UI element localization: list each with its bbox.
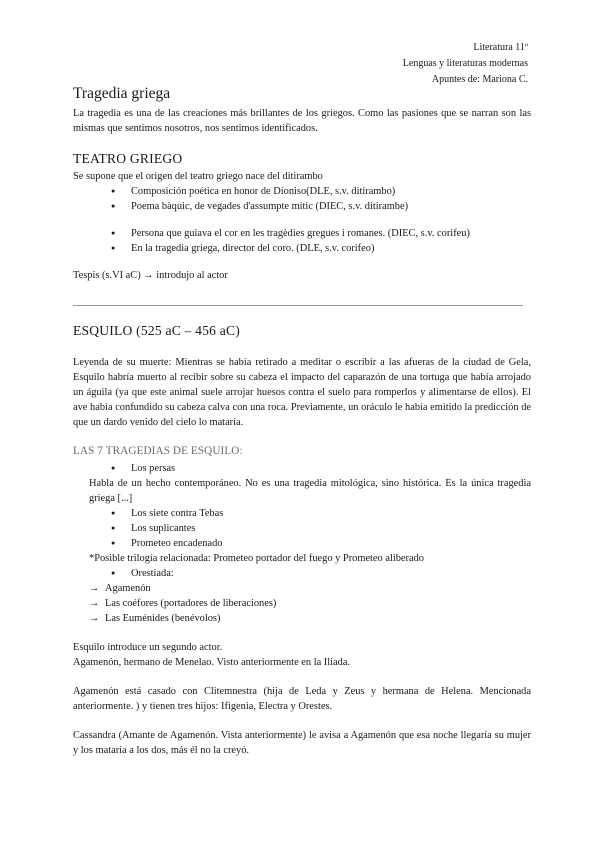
right-arrow-icon: → [143, 270, 154, 281]
orestiada-item: → Agamenón [89, 583, 151, 594]
document-body [73, 84, 531, 758]
intro-paragraph: La tragedia es una de las creaciones más brillantes de los griegos. Como las pasiones que se narran son las mismas que sentimos nosotros, nos sentimos identificados. [73, 108, 531, 134]
tespis-text: introdujo al actor [156, 270, 228, 281]
page-header [403, 40, 528, 88]
tespis-label: Tespis (s.VI aC) [73, 270, 141, 281]
teatro-origin-line: Se supone que el origen del teatro griego nace del ditirambo [73, 171, 323, 182]
heading-tragedias: LAS 7 TRAGEDIAS DE ESQUILO: [73, 445, 243, 457]
list-item: ● En la tragedia griega, director del coro. (DLE, s.v. corifeo) [73, 241, 531, 256]
trilogia-note: *Posible trilogía relacionada: Prometeo portador del fuego y Prometeo aliberado [89, 553, 424, 564]
leyenda-paragraph: Leyenda de su muerte: Mientras se había retirado a meditar o escribir a las afueras de la ciudad de Gela, Esquilo habría muerto al recibir sobre su cabeza el impacto del caparazón de una tortuga que había arrojado un águila (ya que este animal suele arrojar huesos contra el suelo para romperlos y alimentarse de ellos). El ave había confundido su cabeza calva con una roca. Previamente, un oráculo le había emitido la predicción de que un dardo venido del cielo lo mataría. [73, 357, 531, 428]
list-item: ● Poema bàquic, de vegades d'assumpte mític (DIEC, s.v. ditirambe) [73, 199, 531, 214]
right-arrow-icon: → [89, 598, 100, 609]
list-item: ● Los suplicantes [73, 521, 531, 536]
agamenon-line: Agamenón, hermano de Menelao. Visto anteriormente en la Iliada. [73, 657, 351, 668]
tragedias-list-3 [73, 566, 531, 581]
ditirambo-definitions [73, 184, 531, 214]
right-arrow-icon: → [89, 583, 100, 594]
list-item: ● Prometeo encadenado [73, 536, 531, 551]
header-subject: Lenguas y literaturas modernas [402, 58, 528, 69]
cassandra-paragraph: Cassandra (Amante de Agamenón. Vista anteriormente) le avisa a Agamenón que esa noche llegaría su mujer y los mataría a los dos, más él no la creyó. [73, 730, 531, 756]
page-title: Tragedia griega [73, 85, 171, 102]
segundo-actor-line: Esquilo introduce un segundo actor. [73, 642, 223, 653]
list-item: ● Persona que guiava el cor en les tragèdies gregues i romanes. (DIEC, s.v. corifeu) [73, 226, 531, 241]
tragedias-list-1 [73, 461, 531, 476]
heading-esquilo: ESQUILO (525 aC – 456 aC) [73, 323, 240, 338]
orestiada-item: → Las Euménides (benévolos) [89, 613, 221, 624]
clitemnestra-paragraph: Agamenón está casado con Clitemnestra (hija de Leda y Zeus y hermana de Helena. Mencionada anteriormente. ) y tienen tres hijos: Ifigenia, Electra y Orestes. [73, 686, 531, 712]
corifeo-definitions [73, 226, 531, 256]
list-item: ● Orestiada: [73, 566, 531, 581]
header-author: Apuntes de: Mariona C. [431, 74, 528, 85]
header-course: Literatura 11º [473, 42, 528, 53]
persas-note: Habla de un hecho contemporáneo. No es una tragedia mitológica, sino histórica. Es la única tragedia griega [...] [89, 478, 531, 504]
right-arrow-icon: → [89, 613, 100, 624]
tespis-line [73, 268, 531, 283]
list-item: ● Composición poética en honor de Dioniso(DLE, s.v. ditirambo) [73, 184, 531, 199]
list-item: ● Los siete contra Tebas [73, 506, 531, 521]
orestiada-item: → Las coéfores (portadores de liberaciones) [89, 598, 277, 609]
list-item: ● Los persas [73, 461, 531, 476]
tragedias-list-2 [73, 506, 531, 551]
heading-teatro-griego: TEATRO GRIEGO [73, 151, 183, 166]
